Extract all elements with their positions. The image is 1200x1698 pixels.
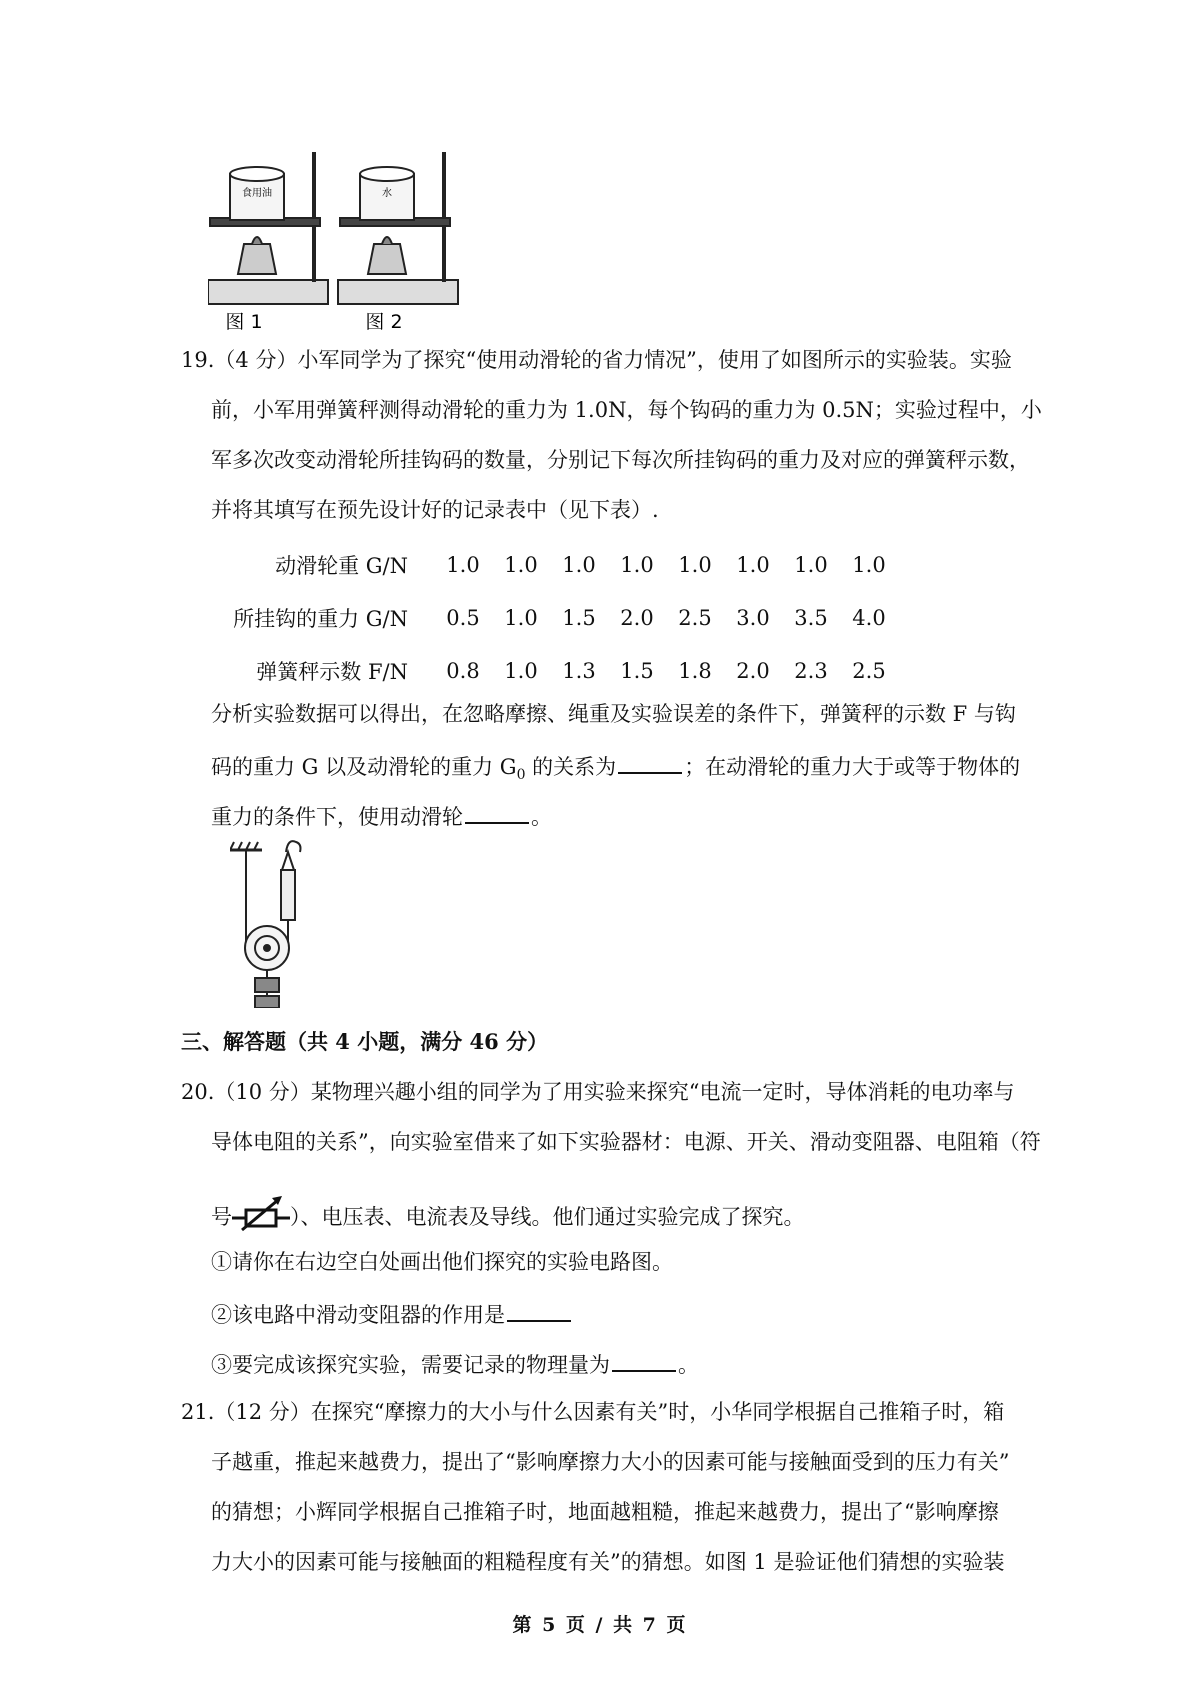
table-cell: 2.5 — [678, 605, 712, 630]
q20-text-3b: ）、电压表、电流表及导线。他们通过实验完成了探究。 — [290, 1205, 805, 1229]
q20-number: 20. — [181, 1080, 215, 1104]
q19-analysis-3a: 重力的条件下，使用动滑轮 — [211, 805, 463, 829]
table-cell: 1.0 — [504, 605, 538, 630]
pulley-figure — [230, 838, 312, 1008]
q21-number: 21. — [181, 1400, 215, 1424]
q20-line-1 — [181, 1080, 1015, 1104]
table-cell: 2.0 — [620, 605, 654, 630]
table-cell: 2.0 — [736, 658, 770, 683]
beaker-label-water: 水 — [382, 188, 392, 199]
q19-data-table — [222, 538, 898, 697]
resistance-box-symbol-icon — [232, 1192, 290, 1232]
q19-analysis-2b: 的关系为 — [525, 755, 617, 779]
q20-text-1: 某物理兴趣小组的同学为了用实验来探究“电流一定时，导体消耗的电功率与 — [310, 1080, 1015, 1104]
table-cell: 2.3 — [794, 658, 828, 683]
table-row — [222, 591, 898, 644]
table-cell: 3.0 — [736, 605, 770, 630]
figure-caption-1: 图 1 — [225, 311, 263, 333]
table-cell: 1.0 — [678, 552, 712, 577]
table-cell: 1.8 — [678, 658, 712, 683]
q19-analysis-3b: 。 — [531, 805, 552, 829]
q20-item-3-end: 。 — [678, 1353, 699, 1377]
table-cell: 1.0 — [852, 552, 886, 577]
table-cell: 1.3 — [562, 658, 596, 683]
table-cell: 2.5 — [852, 658, 886, 683]
q20-line-3 — [211, 1192, 805, 1232]
table-cell: 1.0 — [446, 552, 480, 577]
q20-item-2-text: ②该电路中滑动变阻器的作用是 — [211, 1303, 505, 1327]
beaker-label-oil: 食用油 — [242, 188, 272, 199]
q20-item-3-text: ③要完成该探究实验，需要记录的物理量为 — [211, 1353, 610, 1377]
q21-line-3: 的猜想；小辉同学根据自己推箱子时，地面越粗糙，推起来越费力，提出了“影响摩擦 — [211, 1500, 999, 1524]
answer-blank[interactable] — [465, 802, 529, 824]
table-cell: 0.8 — [446, 658, 480, 683]
q20-item-1: ①请你在右边空白处画出他们探究的实验电路图。 — [211, 1250, 673, 1274]
table-cell: 1.0 — [504, 552, 538, 577]
q19-score: （4 分） — [214, 348, 298, 372]
table-cell: 1.0 — [736, 552, 770, 577]
q19-line-2: 前，小军用弹簧秤测得动滑轮的重力为 1.0N，每个钩码的重力为 0.5N；实验过程中，小 — [211, 398, 1042, 422]
table-cell: 1.0 — [504, 658, 538, 683]
q19-analysis-2 — [211, 752, 1020, 787]
table-cell: 1.5 — [562, 605, 596, 630]
q21-score: （12 分） — [214, 1400, 311, 1424]
g0-subscript: 0 — [516, 767, 526, 784]
q19-analysis-2a: 码的重力 G 以及动滑轮的重力 G — [211, 755, 517, 779]
table-cell: 4.0 — [852, 605, 886, 630]
q21-text-1: 在探究“摩擦力的大小与什么因素有关”时，小华同学根据自己推箱子时，箱 — [310, 1400, 1005, 1424]
page-footer: 第 5 页 / 共 7 页 — [512, 1614, 688, 1636]
q20-item-2 — [211, 1300, 573, 1327]
q19-analysis-1: 分析实验数据可以得出，在忽略摩擦、绳重及实验误差的条件下，弹簧秤的示数 F 与钩 — [211, 702, 1016, 726]
table-row — [222, 538, 898, 591]
q19-number: 19. — [181, 348, 215, 372]
table-cell: 3.5 — [794, 605, 828, 630]
q20-line-2: 导体电阻的关系”，向实验室借来了如下实验器材：电源、开关、滑动变阻器、电阻箱（符 — [211, 1130, 1041, 1154]
q19-line-1 — [181, 348, 1012, 372]
q21-line-1 — [181, 1400, 1004, 1424]
table-cell: 1.0 — [794, 552, 828, 577]
table-row-label: 弹簧秤示数 F/N — [256, 659, 408, 684]
answer-blank[interactable] — [612, 1350, 676, 1372]
q20-item-3 — [211, 1350, 699, 1377]
section-heading: 三、解答题（共 4 小题，满分 46 分） — [181, 1029, 549, 1054]
answer-blank[interactable] — [507, 1300, 571, 1322]
table-row — [222, 644, 898, 697]
q20-score: （10 分） — [214, 1080, 311, 1104]
table-cell: 1.0 — [562, 552, 596, 577]
figure-caption-2: 图 2 — [365, 311, 403, 333]
q19-analysis-3 — [211, 802, 552, 829]
q19-analysis-2c: ；在动滑轮的重力大于或等于物体的 — [684, 755, 1021, 779]
heating-setup-figure — [208, 152, 478, 334]
table-row-label: 所挂钩的重力 G/N — [233, 606, 408, 631]
q19-text-1: 小军同学为了探究“使用动滑轮的省力情况”，使用了如图所示的实验装。实验 — [297, 348, 1012, 372]
table-row-label: 动滑轮重 G/N — [275, 553, 408, 578]
q21-line-4: 力大小的因素可能与接触面的粗糙程度有关”的猜想。如图 1 是验证他们猜想的实验装 — [211, 1550, 1005, 1574]
answer-blank[interactable] — [618, 752, 682, 774]
table-cell: 1.5 — [620, 658, 654, 683]
q21-line-2: 子越重，推起来越费力，提出了“影响摩擦力大小的因素可能与接触面受到的压力有关” — [211, 1450, 1010, 1474]
q19-line-3: 军多次改变动滑轮所挂钩码的数量，分别记下每次所挂钩码的重力及对应的弹簧秤示数， — [211, 448, 1030, 472]
q20-text-3a: 号 — [211, 1205, 232, 1229]
q19-line-4: 并将其填写在预先设计好的记录表中（见下表）. — [211, 498, 659, 522]
table-cell: 0.5 — [446, 605, 480, 630]
table-cell: 1.0 — [620, 552, 654, 577]
